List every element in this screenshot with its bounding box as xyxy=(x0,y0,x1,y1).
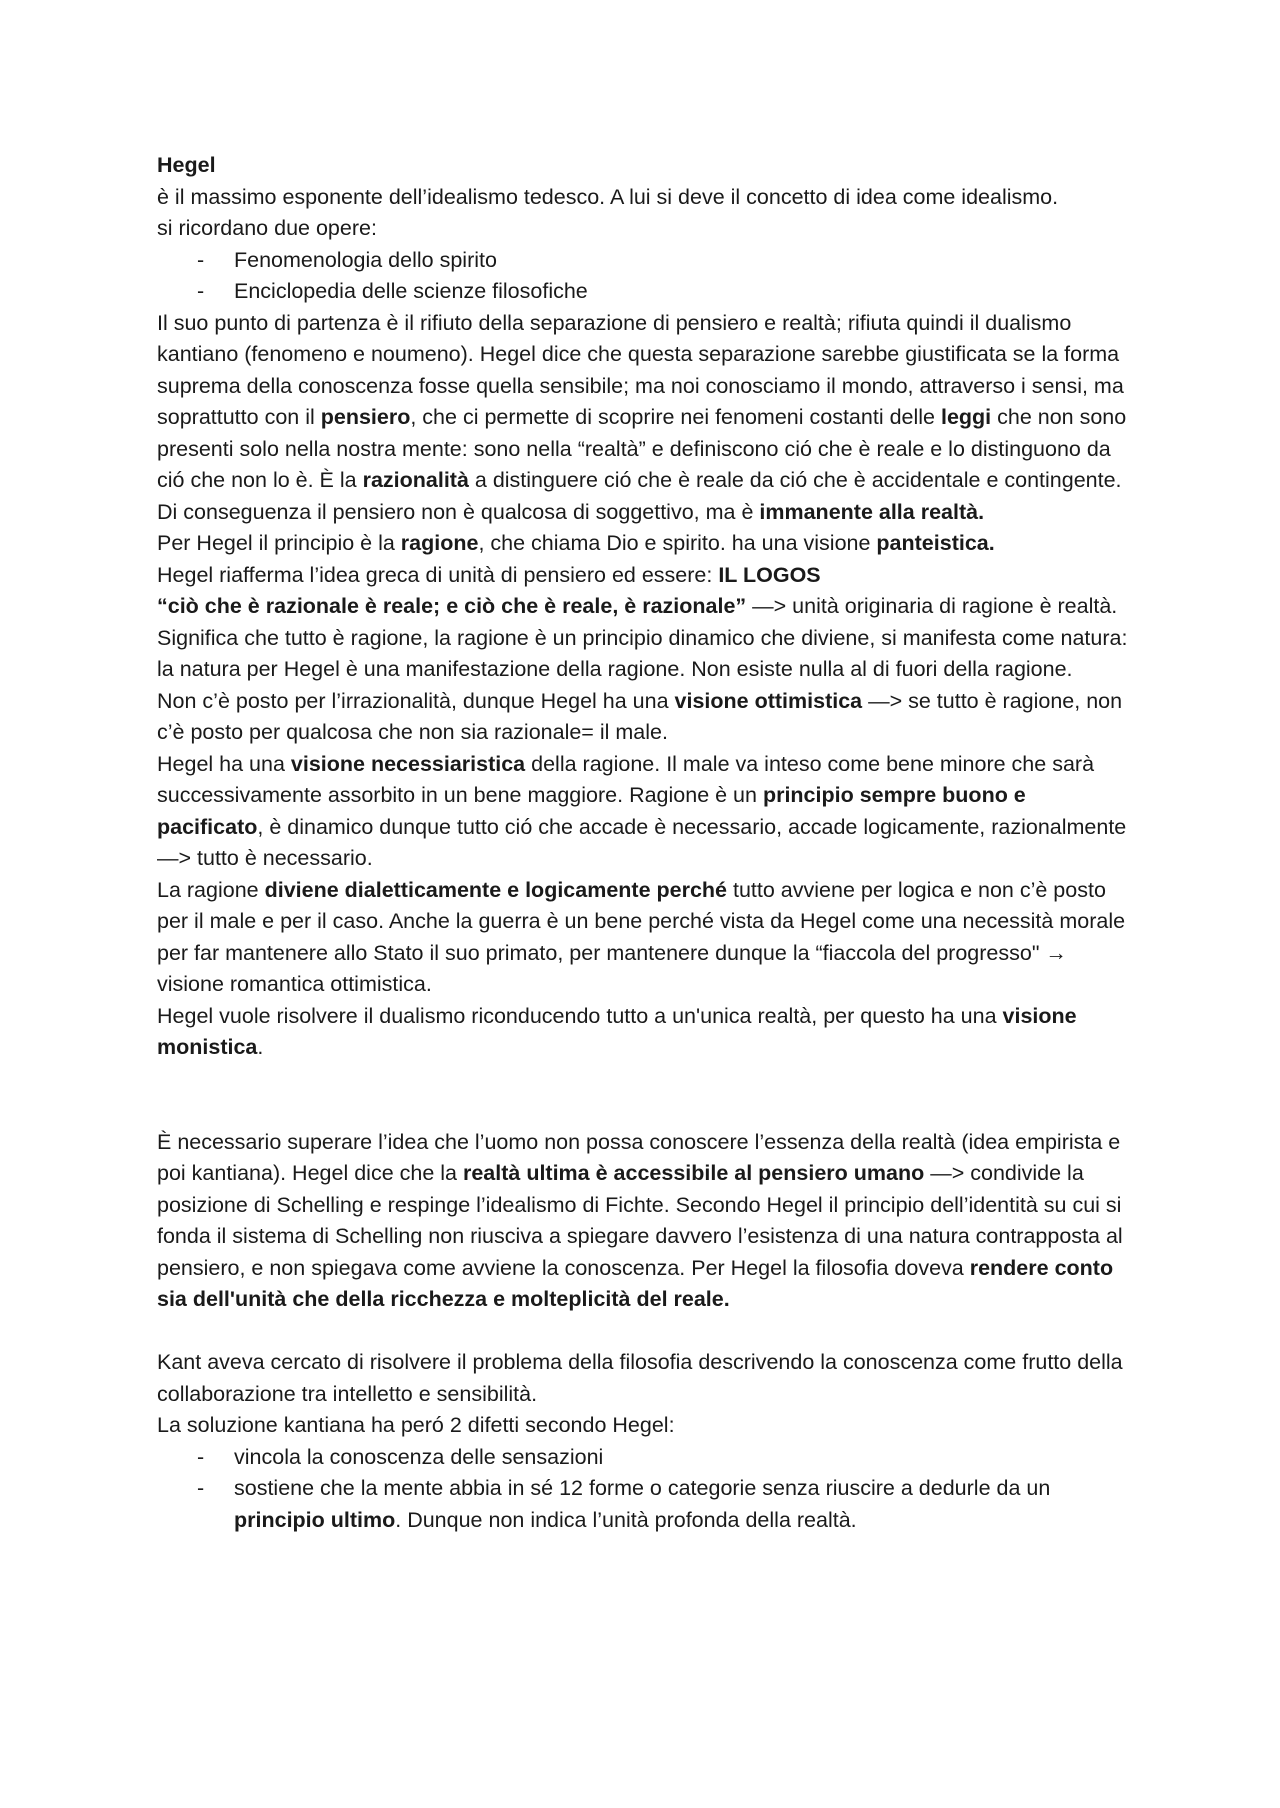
dash-bullet: - xyxy=(197,247,205,272)
dash-bullet: - xyxy=(197,279,205,303)
paragraph-philosophy-task: pensiero, e non spiegava come avviene la conoscenza. Per Hegel la filosofia doveva rendere conto sia dell'unità che della ricchezza e molteplicità del reale. xyxy=(157,1255,1114,1311)
list-item: - Fenomenologia dello spirito xyxy=(157,245,1137,277)
dash-bullet: - xyxy=(197,1444,205,1469)
paragraph-optimistic: Non c’è posto per l’irrazionalità, dunque Hegel ha una visione ottimistica —> se tutto è ragione, non c’è posto per qualcosa che non sia razionale= il male. xyxy=(157,688,1123,744)
paragraph-rational-real: “ciò che è razionale è reale; e ciò che è reale, è razionale” —> unità originaria di ragione è realtà. Significa che tutto è ragione, la ragione è un principio dinamico che diviene, si manifesta come natura: la natura per Hegel è una manifestazione della ragione. Non esiste nulla al di fuori della ragione. xyxy=(157,594,1128,681)
works-list xyxy=(157,245,1137,308)
paragraph-principle: Per Hegel il principio è la ragione, che chiama Dio e spirito. ha una visione panteistica. xyxy=(157,531,995,555)
document-page xyxy=(157,150,1137,1536)
paragraph-necessitarian: Hegel ha una visione necessiaristica della ragione. Il male va inteso come bene minore che sarà successivamente assorbito in un bene maggiore. Ragione è un principio sempre buono e pacificato, è dinamico dunque tutto ció che accade è necessario, accade logicamente, razionalmente—> tutto è necessario. xyxy=(157,751,1127,870)
spacer xyxy=(157,1064,1137,1127)
works-intro: si ricordano due opere: xyxy=(157,216,377,240)
list-item: - Enciclopedia delle scienze filosofiche xyxy=(157,276,1137,308)
paragraph-logos: Hegel riafferma l’idea greca di unità di pensiero ed essere: IL LOGOS xyxy=(157,562,821,587)
intro-paragraph: è il massimo esponente dell’idealismo tedesco. A lui si deve il concetto di idea come idealismo. xyxy=(157,184,1059,209)
defects-list xyxy=(157,1442,1137,1537)
paragraph-monistic: Hegel vuole risolvere il dualismo riconducendo tutto a un'unica realtà, per questo ha una visione monistica. xyxy=(157,1003,1077,1059)
paragraph-dialectic: La ragione diviene dialetticamente e logicamente perché tutto avviene per logica e non c’è posto per il male e per il caso. Anche la guerra è un bene perché vista da Hegel come una necessità morale per far mantenere allo Stato il suo primato, per mantenere dunque la “fiaccola del progresso" → visione romantica ottimistica. xyxy=(157,877,1126,996)
paragraph-starting-point: Il suo punto di partenza è il rifiuto della separazione di pensiero e realtà; rifiuta quindi il dualismo kantiano (fenomeno e noumeno). Hegel dice che questa separazione sarebbe giustificata se la forma suprema della conoscenza fosse quella sensibile; ma noi conosciamo il mondo, attraverso i sensi, ma soprattutto con il pensiero, che ci permette di scoprire nei fenomeni costanti delle leggi che non sono presenti solo nella nostra mente: sono nella “realtà” e definiscono ció che è reale e lo distinguono da ció che non lo è. È la razionalità a distinguere ció che è reale da ció che è accidentale e contingente. Di conseguenza il pensiero non è qualcosa di soggettivo, ma è immanente alla realtà. xyxy=(157,310,1127,524)
document-title: Hegel xyxy=(157,153,216,177)
spacer xyxy=(157,1316,1137,1348)
paragraph-kant: Kant aveva cercato di risolvere il problema della filosofia descrivendo la conoscenza come frutto della collaborazione tra intelletto e sensibilità. xyxy=(157,1350,1123,1406)
paragraph-essence: È necessario superare l’idea che l’uomo non possa conoscere l’essenza della realtà (idea empirista e poi kantiana). Hegel dice che la realtà ultima è accessibile al pensiero umano —> condivide la posizione di Schelling e respinge l’idealismo di Fichte. Secondo Hegel il principio dell’identità su cui si fonda il sistema di Schelling non riusciva a spiegare davvero l’esistenza di una natura contrapposta al xyxy=(157,1129,1123,1248)
paragraph-kant-defects: La soluzione kantiana ha peró 2 difetti secondo Hegel: xyxy=(157,1413,675,1437)
dash-bullet: - xyxy=(197,1476,205,1500)
list-item: - sostiene che la mente abbia in sé 12 forme o categorie senza riuscire a dedurle da un principio ultimo. Dunque non indica l’unità profonda della realtà. xyxy=(157,1473,1137,1536)
list-item: - vincola la conoscenza delle sensazioni xyxy=(157,1442,1137,1474)
